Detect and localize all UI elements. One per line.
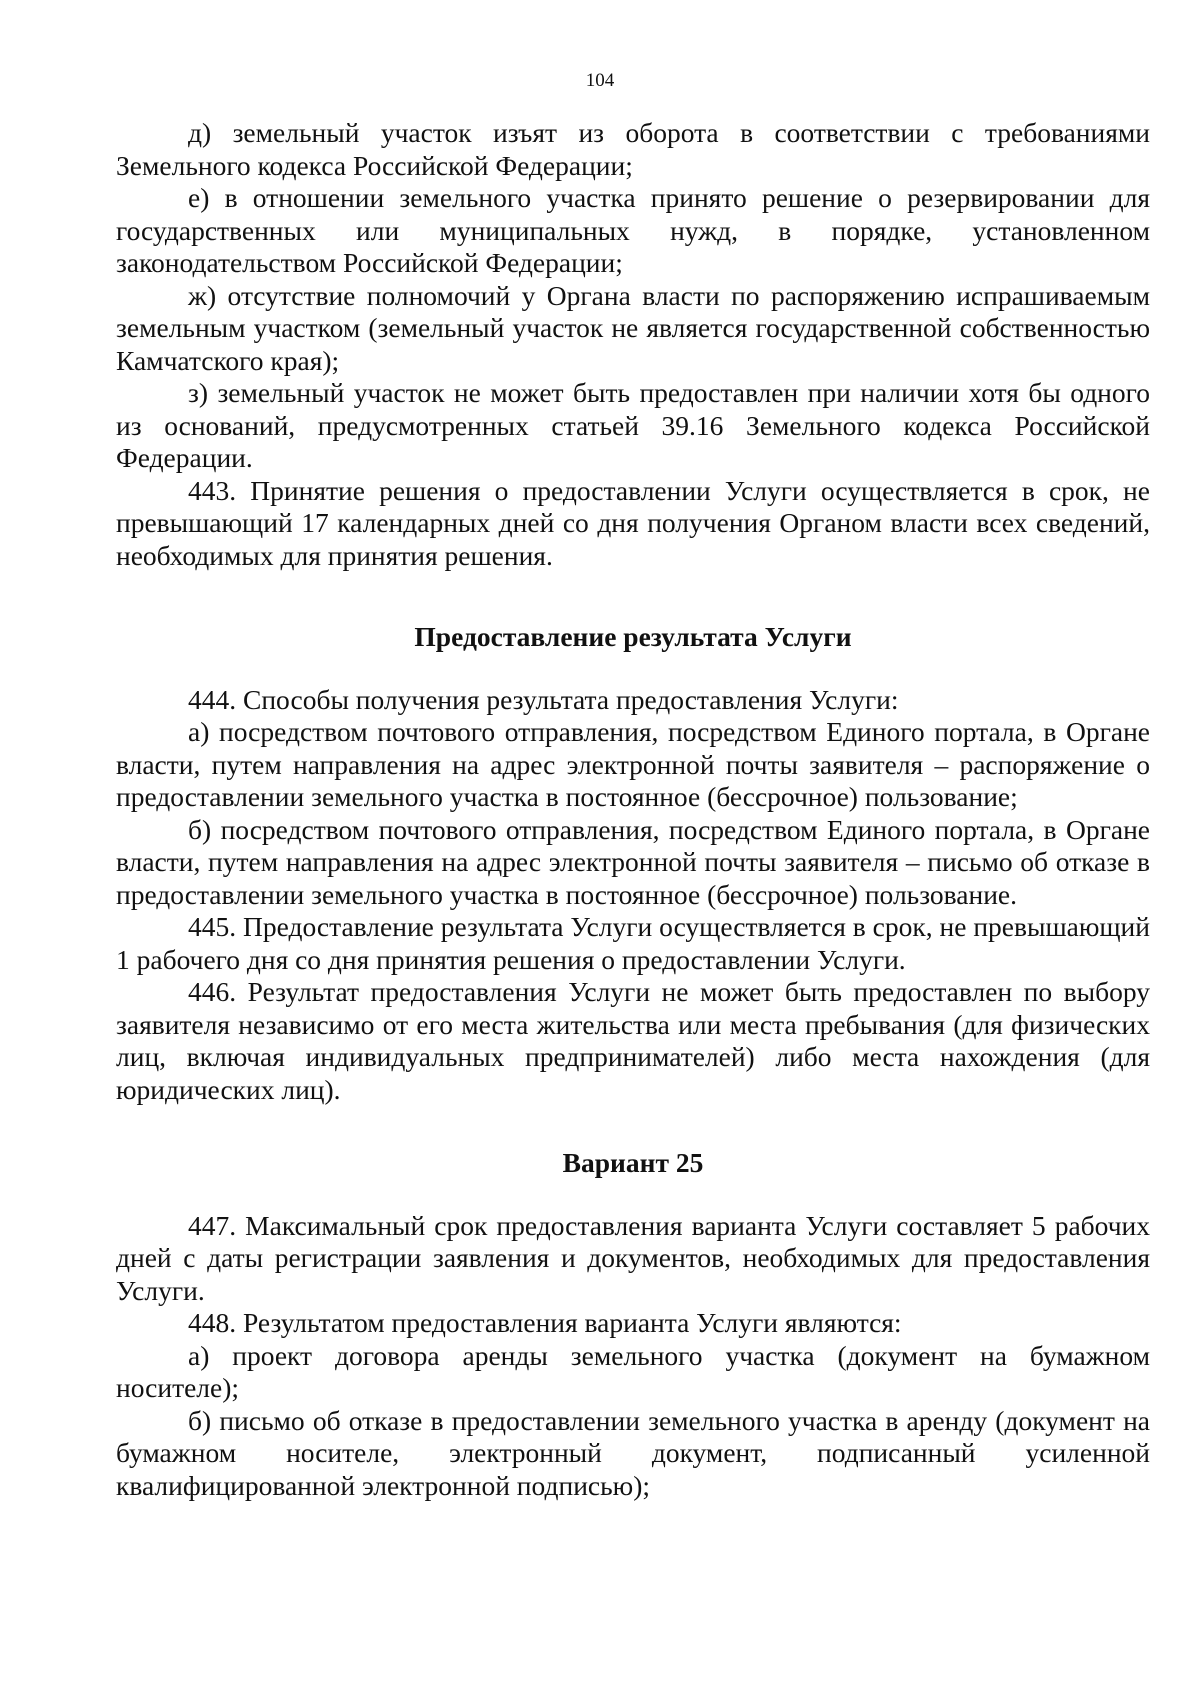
paragraph-447: 447. Максимальный срок предоставления варианта Услуги составляет 5 рабочих дней с даты регистрации заявления и документов, необходимых для предоставления Услуги. (116, 1209, 1150, 1306)
page-number: 104 (585, 70, 615, 91)
paragraph-item-d: д) земельный участок изъят из оборота в соответствии с требованиями Земельного кодекса Российской Федерации; (116, 117, 1150, 181)
paragraph-444: 444. Способы получения результата предоставления Услуги: (188, 683, 899, 715)
section-heading-variant: Вариант 25 (562, 1147, 704, 1178)
paragraph-445: 445. Предоставление результата Услуги осуществляется в срок, не превышающий 1 рабочего дня со дня принятия решения о предоставлении Услуги. (116, 911, 1150, 975)
section-heading-result: Предоставление результата Услуги (414, 621, 852, 652)
paragraph-item-z: з) земельный участок не может быть предоставлен при наличии хотя бы одного из оснований, предусмотренных статьей 39.16 Земельного кодекса Российской Федерации. (116, 377, 1150, 473)
document-body (116, 117, 1150, 1502)
paragraph-item-e: е) в отношении земельного участка принято решение о резервировании для государственных или муниципальных нужд, в порядке, установленном законодательством Российской Федерации; (116, 182, 1150, 278)
paragraph-444-b: б) посредством почтового отправления, посредством Единого портала, в Органе власти, путем направления на адрес электронной почты заявителя – письмо об отказе в предоставлении земельного участка в постоянное (бессрочное) пользование. (116, 813, 1150, 910)
paragraph-448-a: а) проект договора аренды земельного участка (документ на бумажном носителе); (116, 1339, 1150, 1403)
paragraph-448: 448. Результатом предоставления варианта Услуги являются: (188, 1307, 902, 1338)
paragraph-448-b: б) письмо об отказе в предоставлении земельного участка в аренду (документ на бумажном носителе, электронный документ, подписанный усиленной квалифицированной электронной подписью); (116, 1404, 1150, 1501)
paragraph-446: 446. Результат предоставления Услуги не может быть предоставлен по выбору заявителя независимо от его места жительства или места пребывания (для физических лиц, включая индивидуальных предпринимателей) либо места нахождения (для юридических лиц). (116, 976, 1150, 1105)
paragraph-item-zh: ж) отсутствие полномочий у Органа власти по распоряжению испрашиваемым земельным участком (земельный участок не является государственной собственностью Камчатского края); (116, 279, 1150, 376)
paragraph-443: 443. Принятие решения о предоставлении Услуги осуществляется в срок, не превышающий 17 календарных дней со дня получения Органом власти всех сведений, необходимых для принятия решения. (116, 474, 1150, 571)
paragraph-444-a: а) посредством почтового отправления, посредством Единого портала, в Органе власти, путем направления на адрес электронной почты заявителя – распоряжение о предоставлении земельного участка в постоянное (бессрочное) пользование; (116, 716, 1150, 812)
